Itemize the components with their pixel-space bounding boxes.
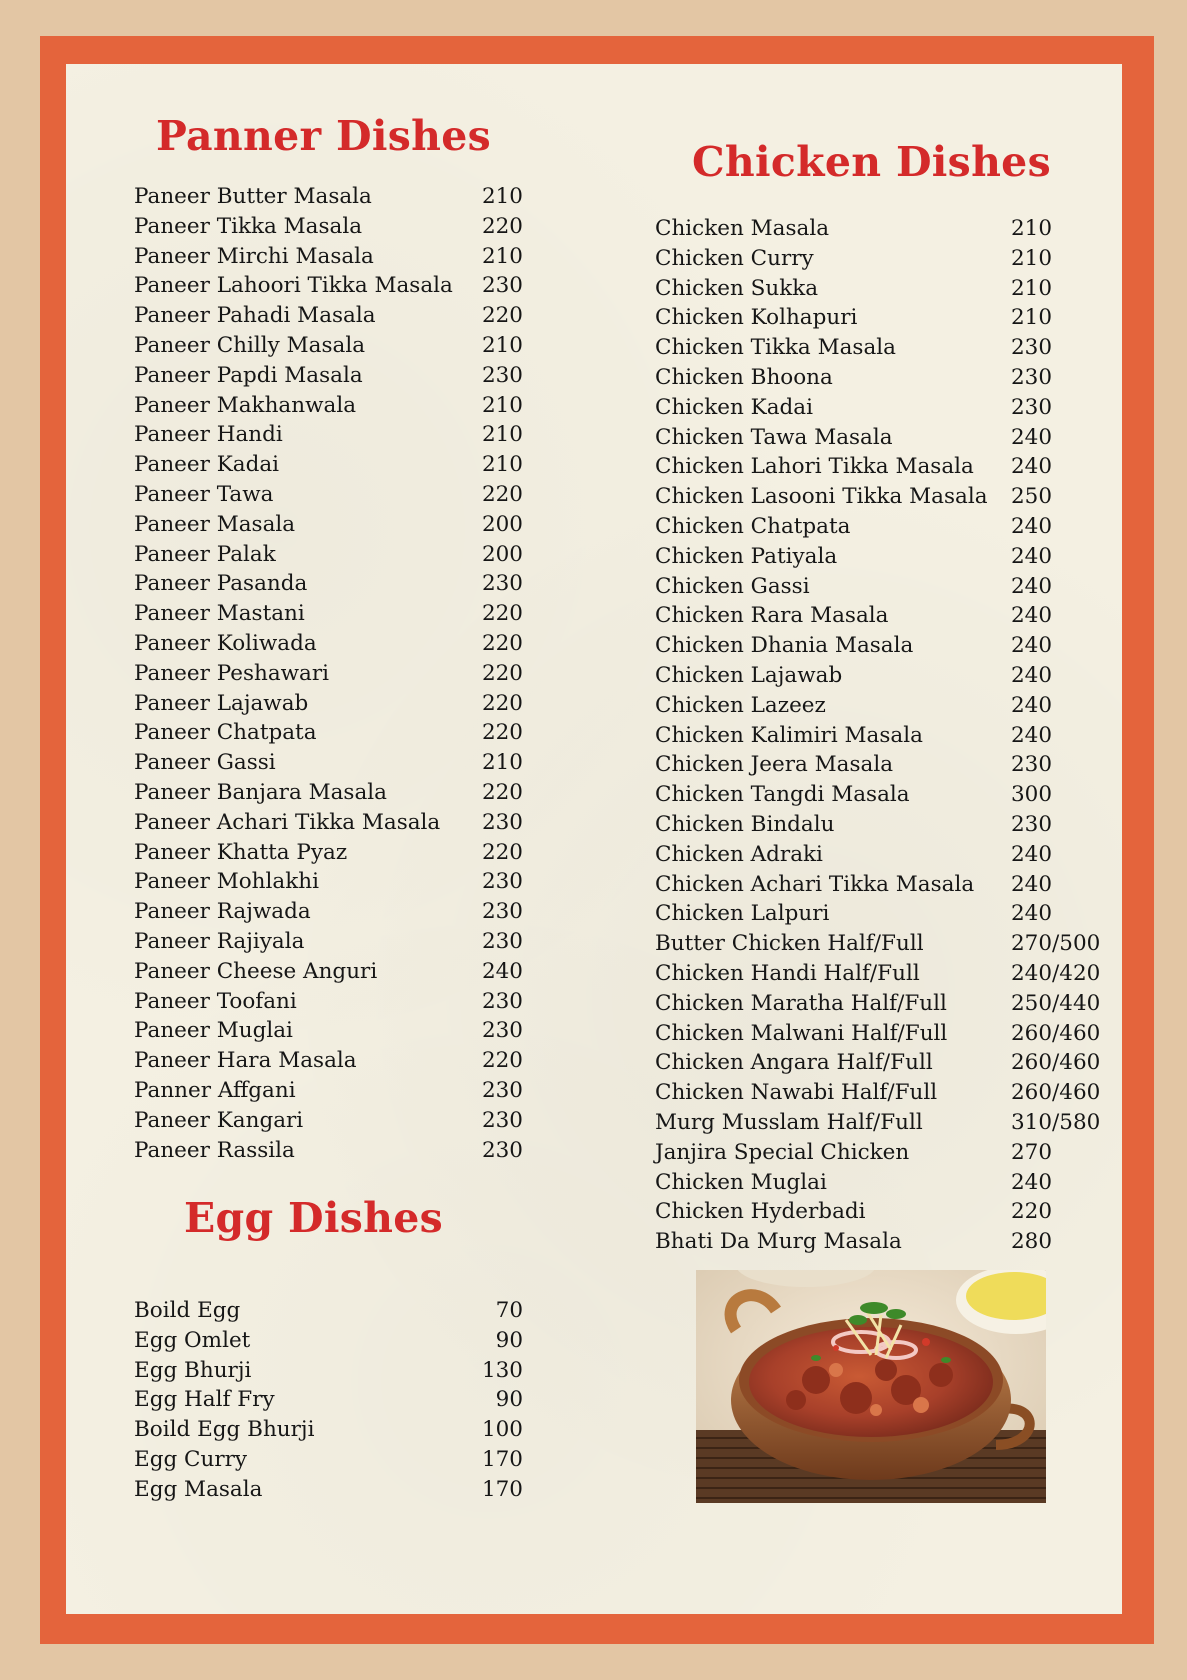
menu-item: [655, 542, 1115, 572]
curry-bowl-photo: [696, 1270, 1046, 1503]
menu-item-name: Chicken Bindalu: [655, 811, 835, 837]
menu-item-price: 240: [1011, 662, 1053, 688]
menu-item: [134, 1415, 523, 1445]
panner-dishes-list: [134, 182, 523, 1165]
menu-item: [655, 601, 1115, 631]
menu-item-name: Chicken Maratha Half/Full: [655, 990, 947, 1016]
menu-item: [134, 748, 523, 778]
menu-item-price: 70: [495, 1298, 523, 1323]
menu-item-price: 230: [481, 1018, 523, 1044]
menu-item: [655, 780, 1115, 810]
menu-item-name: Chicken Malwani Half/Full: [655, 1020, 948, 1046]
menu-item: [134, 778, 523, 808]
menu-item: [655, 363, 1115, 393]
menu-item: [134, 480, 523, 510]
menu-item: [655, 899, 1115, 929]
menu-item: [655, 1138, 1115, 1168]
menu-item-price: 220: [481, 601, 523, 627]
menu-item-name: Chicken Angara Half/Full: [655, 1050, 933, 1076]
menu-item-price: 90: [495, 1327, 523, 1353]
menu-item-price: 230: [481, 1137, 523, 1163]
menu-item: [134, 1076, 523, 1106]
menu-item-price: 210: [481, 392, 523, 418]
menu-item-price: 260/460: [1011, 1020, 1101, 1046]
menu-item: [134, 599, 523, 629]
menu-item: [655, 572, 1115, 602]
menu-item-name: Chicken Achari Tikka Masala: [655, 871, 975, 897]
menu-item-price: 220: [481, 839, 523, 865]
menu-item: [655, 1108, 1115, 1138]
menu-item-name: Chicken Kolhapuri: [655, 305, 858, 331]
menu-item-name: Boild Egg Bhurji: [134, 1417, 315, 1443]
menu-item-name: Chicken Chatpata: [655, 513, 851, 539]
menu-item-price: 230: [481, 362, 523, 388]
menu-item-name: Paneer Tikka Masala: [134, 213, 363, 239]
menu-item-name: Paneer Kadai: [134, 452, 280, 478]
menu-item-name: Paneer Mirchi Masala: [134, 243, 374, 269]
menu-item-name: Chicken Nawabi Half/Full: [655, 1080, 938, 1106]
menu-item-name: Bhati Da Murg Masala: [655, 1229, 902, 1255]
menu-item: [134, 838, 523, 868]
menu-item-price: 240/420: [1011, 960, 1101, 986]
menu-item: [134, 182, 523, 212]
menu-item-price: 240: [1011, 692, 1053, 718]
menu-item-price: 240: [1011, 722, 1053, 748]
menu-item: [655, 870, 1115, 900]
menu-item: [134, 271, 523, 301]
menu-item-name: Paneer Mohlakhi: [134, 869, 319, 895]
menu-item-name: Chicken Handi Half/Full: [655, 960, 920, 986]
menu-item-price: 210: [481, 243, 523, 269]
menu-item: [134, 569, 523, 599]
menu-item-price: 200: [481, 511, 523, 537]
menu-item: [655, 274, 1115, 304]
menu-item-price: 240: [1011, 454, 1053, 480]
menu-item: [655, 452, 1115, 482]
menu-item-price: 200: [481, 541, 523, 567]
menu-item-price: 230: [481, 1107, 523, 1133]
menu-item: [134, 957, 523, 987]
menu-item-price: 90: [495, 1387, 523, 1413]
menu-item-name: Paneer Khatta Pyaz: [134, 839, 348, 865]
menu-item-name: Paneer Tawa: [134, 481, 274, 507]
menu-item-name: Chicken Patiyala: [655, 543, 838, 569]
menu-item-price: 240: [1011, 543, 1053, 569]
menu-item-price: 230: [481, 869, 523, 895]
menu-item: [134, 629, 523, 659]
menu-item-price: 310/580: [1011, 1109, 1101, 1135]
menu-item-name: Paneer Papdi Masala: [134, 362, 363, 388]
menu-item: [134, 1296, 523, 1326]
menu-item-name: Paneer Lajawab: [134, 690, 309, 716]
menu-item: [134, 361, 523, 391]
menu-item: [134, 867, 523, 897]
menu-item-price: 230: [1011, 811, 1053, 837]
menu-item-name: Egg Half Fry: [134, 1387, 275, 1413]
menu-item-name: Paneer Toofani: [134, 988, 297, 1014]
menu-item: [655, 631, 1115, 661]
menu-item-price: 210: [1011, 305, 1053, 331]
menu-item-price: 220: [481, 660, 523, 686]
menu-item: [655, 840, 1115, 870]
menu-item-price: 230: [1011, 335, 1053, 361]
menu-item: [655, 810, 1115, 840]
menu-item: [655, 750, 1115, 780]
menu-item-price: 230: [481, 899, 523, 925]
chicken-dishes-heading: Chicken Dishes: [692, 138, 1051, 186]
menu-item-price: 170: [481, 1446, 523, 1472]
menu-item-name: Paneer Butter Masala: [134, 184, 372, 209]
menu-item: [655, 989, 1115, 1019]
menu-item-price: 210: [1011, 275, 1053, 301]
menu-item: [655, 512, 1115, 542]
menu-item-name: Paneer Mastani: [134, 601, 305, 627]
menu-item-price: 230: [481, 571, 523, 597]
menu-item: [134, 1136, 523, 1166]
menu-item-name: Chicken Lasooni Tikka Masala: [655, 484, 988, 510]
menu-item-price: 230: [481, 1077, 523, 1103]
menu-item-name: Paneer Achari Tikka Masala: [134, 809, 441, 835]
menu-item-name: Chicken Curry: [655, 245, 814, 271]
menu-item: [655, 721, 1115, 751]
menu-item-price: 270/500: [1011, 931, 1101, 957]
menu-item-price: 230: [481, 273, 523, 299]
chicken-dishes-list: [655, 214, 1115, 1257]
menu-item-price: 220: [481, 779, 523, 805]
menu-item-price: 210: [1011, 245, 1053, 271]
menu-item: [655, 1078, 1115, 1108]
menu-item-price: 240: [1011, 633, 1053, 659]
menu-item: [134, 242, 523, 272]
menu-item: [655, 1227, 1115, 1257]
menu-item: [655, 691, 1115, 721]
menu-item-price: 220: [481, 630, 523, 656]
menu-item-price: 210: [481, 452, 523, 478]
menu-item-name: Paneer Muglai: [134, 1018, 293, 1044]
menu-item: [134, 420, 523, 450]
menu-item-price: 210: [481, 332, 523, 358]
menu-item-price: 210: [481, 184, 523, 209]
menu-item-name: Chicken Rara Masala: [655, 603, 889, 629]
menu-item-price: 230: [1011, 364, 1053, 390]
menu-item: [655, 929, 1115, 959]
menu-item: [134, 1356, 523, 1386]
menu-item: [655, 244, 1115, 274]
menu-item-name: Chicken Dhania Masala: [655, 633, 914, 659]
menu-item: [134, 897, 523, 927]
menu-item: [134, 927, 523, 957]
menu-item: [134, 212, 523, 242]
menu-item-price: 220: [481, 481, 523, 507]
menu-item: [655, 393, 1115, 423]
menu-item-price: 260/460: [1011, 1080, 1101, 1106]
menu-item: [134, 391, 523, 421]
menu-item: [655, 423, 1115, 453]
menu-item-name: Boild Egg: [134, 1298, 241, 1323]
egg-dishes-list: [134, 1296, 523, 1505]
menu-item-price: 240: [1011, 871, 1053, 897]
menu-item: [655, 482, 1115, 512]
menu-item: [134, 450, 523, 480]
menu-item-price: 220: [481, 690, 523, 716]
menu-item-name: Chicken Kadai: [655, 394, 813, 420]
menu-item: [134, 987, 523, 1017]
menu-item-price: 210: [481, 422, 523, 448]
menu-item-price: 220: [481, 213, 523, 239]
menu-item: [655, 1048, 1115, 1078]
menu-item-name: Chicken Tawa Masala: [655, 424, 893, 450]
menu-item: [134, 689, 523, 719]
menu-item: [134, 510, 523, 540]
menu-item-price: 280: [1011, 1229, 1053, 1255]
menu-item-name: Paneer Rassila: [134, 1137, 295, 1163]
menu-item-price: 130: [481, 1357, 523, 1383]
menu-item-price: 230: [481, 988, 523, 1014]
menu-item: [134, 808, 523, 838]
menu-item-name: Paneer Gassi: [134, 750, 276, 776]
menu-item-name: Chicken Gassi: [655, 573, 810, 599]
menu-item-name: Chicken Tikka Masala: [655, 335, 896, 361]
menu-item: [134, 659, 523, 689]
menu-item-name: Butter Chicken Half/Full: [655, 931, 924, 957]
panner-dishes-heading: Panner Dishes: [156, 112, 491, 160]
menu-item-price: 240: [481, 958, 523, 984]
menu-item-name: Chicken Jeera Masala: [655, 752, 894, 778]
menu-item-price: 260/460: [1011, 1050, 1101, 1076]
menu-item-name: Chicken Lazeez: [655, 692, 826, 718]
menu-item-price: 250/440: [1011, 990, 1101, 1016]
menu-item-name: Paneer Hara Masala: [134, 1048, 357, 1074]
menu-item-name: Chicken Bhoona: [655, 364, 833, 390]
menu-item-name: Egg Curry: [134, 1446, 248, 1472]
menu-item-name: Paneer Rajwada: [134, 899, 311, 925]
menu-item: [655, 1197, 1115, 1227]
menu-item: [134, 1106, 523, 1136]
menu-item-name: Chicken Lalpuri: [655, 901, 830, 927]
menu-item-price: 220: [481, 1048, 523, 1074]
menu-item-name: Paneer Kangari: [134, 1107, 304, 1133]
menu-item: [134, 1046, 523, 1076]
menu-item-name: Chicken Muglai: [655, 1169, 827, 1195]
menu-item: [655, 959, 1115, 989]
menu-item-price: 170: [481, 1476, 523, 1502]
menu-item-price: 240: [1011, 603, 1053, 629]
menu-item-name: Paneer Pasanda: [134, 571, 308, 597]
menu-item: [134, 1475, 523, 1505]
menu-item-price: 220: [1011, 1199, 1053, 1225]
menu-item-price: 220: [481, 720, 523, 746]
menu-item-price: 240: [1011, 513, 1053, 539]
menu-item-price: 240: [1011, 573, 1053, 599]
menu-item-name: Paneer Handi: [134, 422, 283, 448]
menu-item-name: Paneer Rajiyala: [134, 928, 305, 954]
egg-dishes-heading: Egg Dishes: [184, 1194, 444, 1242]
menu-item-price: 240: [1011, 901, 1053, 927]
menu-item-price: 230: [1011, 752, 1053, 778]
menu-item: [134, 301, 523, 331]
menu-item-price: 100: [481, 1417, 523, 1443]
menu-item-name: Paneer Chilly Masala: [134, 332, 366, 358]
menu-item: [134, 718, 523, 748]
menu-item-name: Chicken Kalimiri Masala: [655, 722, 923, 748]
menu-item-price: 230: [1011, 394, 1053, 420]
menu-item-name: Janjira Special Chicken: [655, 1139, 910, 1165]
menu-item-name: Chicken Adraki: [655, 841, 823, 867]
menu-item-name: Paneer Lahoori Tikka Masala: [134, 273, 453, 299]
menu-item-name: Paneer Chatpata: [134, 720, 317, 746]
menu-item-price: 300: [1011, 782, 1053, 808]
menu-item: [655, 333, 1115, 363]
menu-item: [655, 1019, 1115, 1049]
menu-item: [655, 661, 1115, 691]
menu-item-name: Panner Affgani: [134, 1077, 296, 1103]
menu-item-name: Paneer Palak: [134, 541, 276, 567]
menu-item-name: Egg Omlet: [134, 1327, 251, 1353]
menu-item-name: Chicken Masala: [655, 216, 830, 241]
menu-item-name: Paneer Peshawari: [134, 660, 330, 686]
menu-item: [134, 1016, 523, 1046]
menu-item-price: 210: [481, 750, 523, 776]
menu-item-name: Egg Masala: [134, 1476, 263, 1502]
menu-item-name: Paneer Cheese Anguri: [134, 958, 378, 984]
menu-item-name: Murg Musslam Half/Full: [655, 1109, 923, 1135]
menu-item-price: 230: [481, 809, 523, 835]
menu-item-name: Paneer Banjara Masala: [134, 779, 387, 805]
menu-item: [134, 1326, 523, 1356]
menu-item-price: 220: [481, 303, 523, 329]
menu-item-name: Chicken Sukka: [655, 275, 819, 301]
menu-item-name: Paneer Makhanwala: [134, 392, 357, 418]
menu-item: [655, 1168, 1115, 1198]
menu-item-price: 240: [1011, 841, 1053, 867]
menu-item-name: Paneer Pahadi Masala: [134, 303, 376, 329]
menu-item-price: 240: [1011, 424, 1053, 450]
menu-item-price: 210: [1011, 216, 1053, 241]
menu-item-name: Chicken Tangdi Masala: [655, 782, 910, 808]
menu-item-name: Paneer Masala: [134, 511, 296, 537]
menu-item-name: Chicken Lahori Tikka Masala: [655, 454, 974, 480]
menu-item: [134, 540, 523, 570]
menu-item-price: 230: [481, 928, 523, 954]
menu-item: [134, 1385, 523, 1415]
menu-item-name: Chicken Lajawab: [655, 662, 843, 688]
menu-item-name: Paneer Koliwada: [134, 630, 317, 656]
menu-item: [134, 1445, 523, 1475]
menu-item: [655, 303, 1115, 333]
menu-item-name: Chicken Hyderbadi: [655, 1199, 866, 1225]
menu-item-name: Egg Bhurji: [134, 1357, 252, 1383]
menu-item: [134, 331, 523, 361]
menu-item-price: 270: [1011, 1139, 1053, 1165]
menu-item-price: 250: [1011, 484, 1053, 510]
menu-item: [655, 214, 1115, 244]
menu-item-price: 240: [1011, 1169, 1053, 1195]
curry-bowl-icon: [696, 1270, 1046, 1503]
